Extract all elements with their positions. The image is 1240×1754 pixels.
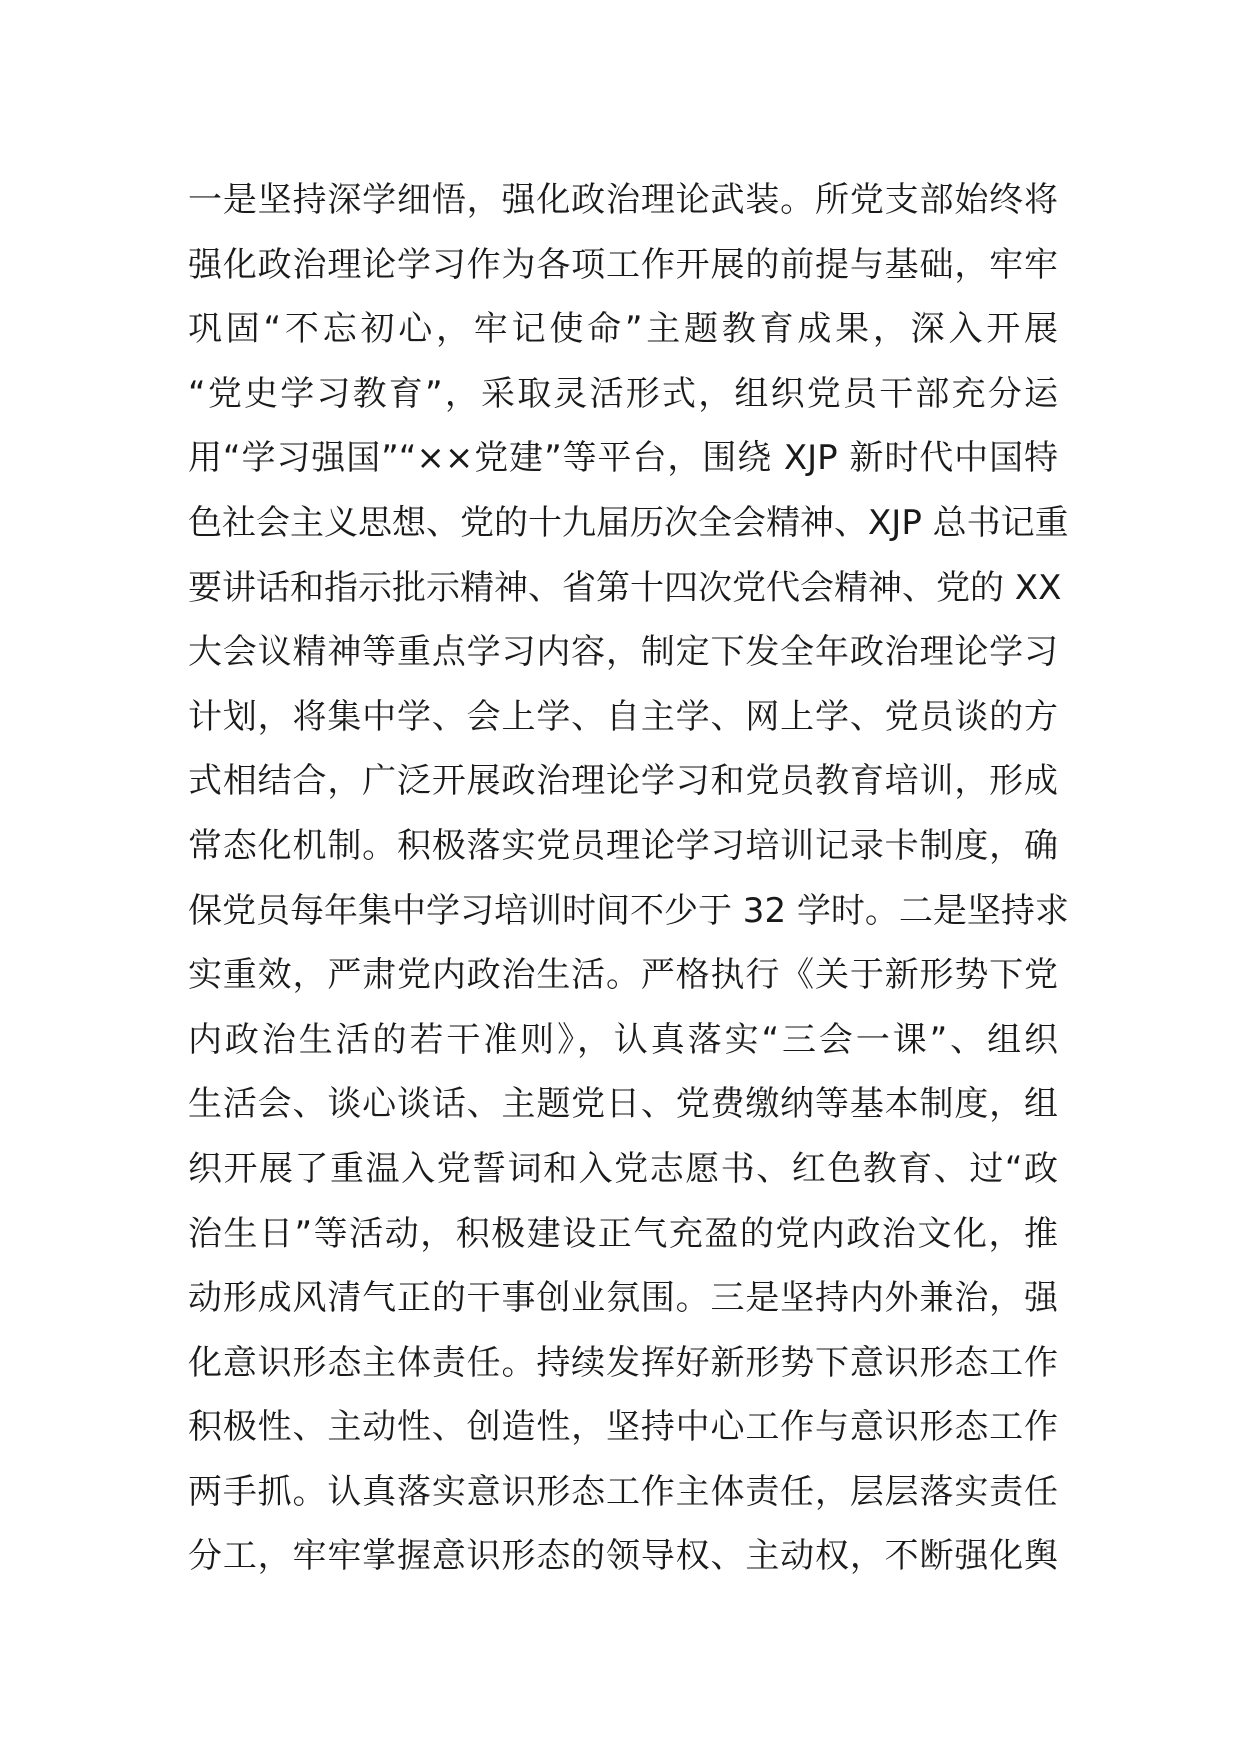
paragraph-line: 内政治生活的若干准则》，认真落实“三会一课”、组织 — [188, 1019, 1058, 1060]
paragraph-line: 要讲话和指示批示精神、省第十四次党代会精神、党的 XX — [188, 567, 1062, 608]
paragraph-line: 强化政治理论学习作为各项工作开展的前提与基础，牢牢 — [188, 244, 1058, 285]
paragraph-line: 两手抓。认真落实意识形态工作主体责任，层层落实责任 — [188, 1471, 1058, 1512]
paragraph-line: 大会议精神等重点学习内容，制定下发全年政治理论学习 — [188, 632, 1058, 673]
body-paragraph — [188, 168, 1069, 1589]
paragraph-line: 化意识形态主体责任。持续发挥好新形势下意识形态工作 — [188, 1342, 1058, 1383]
paragraph-line: 巩固“不忘初心，牢记使命”主题教育成果，深入开展 — [188, 309, 1058, 350]
paragraph-line: 式相结合，广泛开展政治理论学习和党员教育培训，形成 — [188, 761, 1058, 802]
paragraph-line: 动形成风清气正的干事创业氛围。三是坚持内外兼治，强 — [188, 1278, 1058, 1319]
paragraph-line: 积极性、主动性、创造性，坚持中心工作与意识形态工作 — [188, 1407, 1058, 1448]
paragraph-line: “党史学习教育”，采取灵活形式，组织党员干部充分运 — [188, 373, 1058, 414]
paragraph-line: 一是坚持深学细悟，强化政治理论武装。所党支部始终将 — [188, 180, 1058, 220]
paragraph-line: 保党员每年集中学习培训时间不少于 32 学时。二是坚持求 — [188, 890, 1069, 931]
paragraph-line: 分工，牢牢掌握意识形态的领导权、主动权，不断强化舆 — [188, 1536, 1058, 1577]
paragraph-line: 织开展了重温入党誓词和入党志愿书、红色教育、过“政 — [188, 1148, 1058, 1189]
paragraph-line: 计划，将集中学、会上学、自主学、网上学、党员谈的方 — [188, 696, 1058, 737]
paragraph-line: 色社会主义思想、党的十九届历次全会精神、XJP 总书记重 — [188, 502, 1069, 543]
paragraph-line: 用“学习强国”“××党建”等平台，围绕 XJP 新时代中国特 — [188, 438, 1058, 479]
paragraph-line: 生活会、谈心谈话、主题党日、党费缴纳等基本制度，组 — [188, 1084, 1058, 1125]
paragraph-line: 治生日”等活动，积极建设正气充盈的党内政治文化，推 — [188, 1213, 1058, 1254]
paragraph-line: 实重效，严肃党内政治生活。严格执行《关于新形势下党 — [188, 955, 1058, 996]
paragraph-line: 常态化机制。积极落实党员理论学习培训记录卡制度，确 — [188, 825, 1058, 866]
